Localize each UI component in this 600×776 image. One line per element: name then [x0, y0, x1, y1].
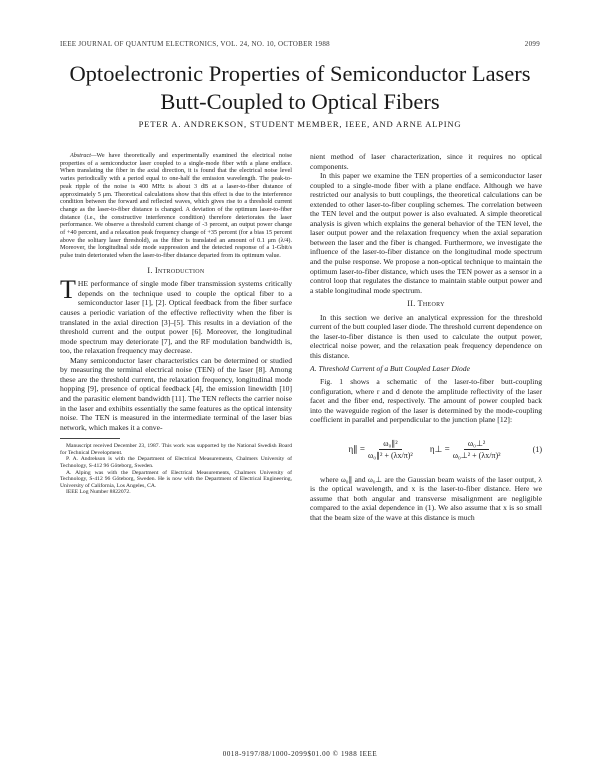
footnote-divider	[60, 438, 120, 439]
overview-paragraph: In this paper we examine the TEN properties of a semiconductor laser coupled to a single-mode fiber with a plane endface. Although we have restricted our analysis to butt couplings, the theoretical calculations can be extended to other laser-to-fiber coupling schemes. The correlation between the TEN level and the output power is also evaluated. A simple theoretical analysis is given which explains the general behavior of the TEN level, the laser output power and the relaxation frequency when the axial separation between the laser and the fiber is changed. Furthermore, we investigate the influence of the laser-to-fiber distance on the longitudinal mode spectrum and the pulse response. We propose a non-optical technique to maintain the optimum laser-to-fiber distance, which uses the TEN power as a sensor in a control loop that regulates the distance to maintain stable output power and a stable longitudinal mode spectrum.	[310, 171, 542, 295]
running-head	[60, 40, 540, 48]
continued-paragraph: nient method of laser characterization, since it requires no optical components.	[310, 152, 542, 171]
footnote-log-number: IEEE Log Number 8822072.	[66, 489, 131, 496]
equation-lhs-perpendicular: η⊥ =	[429, 443, 450, 454]
introduction-heading: I. Introduction	[147, 265, 205, 275]
abstract-text: We have theoretically and experimentally examined the electrical noise properties of a semiconductor laser coupled to a single-mode fiber with a plane endface. When translating the fiber in the axial direction, it is found that the electrical noise level varies periodically with a period equal to one-half the emission wavelength. The peak-to-peak ripple of the noise is 400 MHz is about 3 dB at a laser-to-fiber distance of approximately 5 μm. Theoretical calculations show that this effect is due to the interference condition between the forward and reflected waves, which gives rise to a threshold current change as the laser-to-fiber distance is changed. A deviation of the optimum laser-to-fiber distance (i.e., the constructive interference condition) therefore deteriorates the laser performance. We observe a threshold current change of -3 percent, an output power change of +40 percent, and a relaxation peak frequency change of +35 percent (for a bias 15 percent above the solitary laser threshold), as the fiber is translated an amount of 0.1 μm (λ/4). Moreover, the longitudinal side mode suppression and the detected response of a 1-Gbit/s pulse train deteriorated when the laser-to-fiber distance departed from its optimum value.	[60, 152, 292, 260]
theory-paragraph: In this section we derive an analytical expression for the threshold current of the butt coupled laser diode. The threshold current dependence on the laser-to-fiber distance is then used to calculate the output power, electrical noise power, and the relaxation peak frequency dependence on this distance.	[310, 312, 542, 360]
subsection-paragraph: Fig. 1 shows a schematic of the laser-to-fiber butt-coupling configuration, where r and d denote the amplitude reflectivity of the laser facet and the fiber end, respectively. The amount of power coupled back into the waveguide region of the laser is determined by the mode-coupling coefficient in parallel and perpendicular to the junction plane [12]:	[310, 377, 542, 425]
copyright-line: 0018-9197/88/1000-2099$01.00 © 1988 IEEE	[222, 750, 378, 758]
paper-title	[40, 60, 560, 116]
footnote-alping: A. Alping was with the Department of Electrical Measurements, Chalmers University of Technology, S-412 96 Göteborg, Sweden. He is now with the Department of Electrical Engineering, University of California, Los Angeles, CA.	[60, 469, 292, 489]
fraction-parallel	[368, 439, 413, 460]
fraction-perpendicular	[453, 439, 501, 460]
fraction-denominator: ω₀⊥² + (λx/π)²	[452, 450, 501, 460]
journal-citation: IEEE JOURNAL OF QUANTUM ELECTRONICS, VOL. 24, NO. 10, OCTOBER 1988	[60, 40, 330, 48]
introduction-paragraph-1-text: HE performance of single mode fiber transmission systems critically depends on the technique used to couple the optical fiber to a semiconductor laser [1], [2]. Optical feedback from the fiber surface causes a periodic variation of the effective reflectivity when the fiber is translated in the axial direction [3]–[5]. This results in a deviation of the threshold current and the output power [6]. Moreover, the longitudinal mode spectrum may deteriorate [7], and the RF modulation bandwidth is, too, the relaxation frequency may decrease.	[60, 279, 292, 356]
footnote-received: Manuscript received December 23, 1987. This work was supported by the National Swedish Board for Technical Development.	[60, 443, 292, 456]
right-column	[310, 152, 542, 523]
fraction-numerator: ω₀∥²	[379, 439, 401, 450]
introduction-paragraph-2: Many semiconductor laser characteristics can be determined or studied by measuring the terminal electrical noise (TEN) of the laser [8]. Among these are the threshold current, the relaxation frequency, longitudinal mode hopping [9], presence of optical feedback [4], the emission linewidth [10] and the parasitic element bandwidth [11]. The TEN reflects the carrier noise in the laser and exhibits essentially the same features as the optical intensity noise. The TEN is measured in the intermediate terminal of the laser bias network, which makes it a conve-	[60, 355, 292, 432]
theory-heading: II. Theory	[407, 299, 445, 309]
fraction-denominator: ω₀∥² + (λx/π)²	[368, 450, 413, 460]
introduction-paragraph-1	[60, 275, 292, 356]
abstract-lead: Abstract—	[70, 152, 97, 159]
equation-lhs-parallel: η∥ =	[348, 443, 365, 454]
drop-cap: T	[60, 275, 76, 305]
subsection-heading: A. Threshold Current of a Butt Coupled Laser Diode	[310, 364, 470, 374]
after-equation-paragraph: where ω₀∥ and ω₀⊥ are the Gaussian beam waists of the laser output, λ is the optical wavelength, and x is the laser-to-fiber distance. Here we assume that both angular and transverse misalignment are negligible compared to the axial dependence in (1). We also assume that x is so small that the beam size of the wave at this distance is much	[310, 474, 542, 522]
equation-1	[310, 427, 542, 473]
fraction-numerator: ω₀⊥²	[464, 439, 489, 450]
title-line-2: Butt-Coupled to Optical Fibers	[160, 89, 440, 114]
page-number: 2099	[524, 40, 540, 48]
abstract	[60, 152, 292, 260]
equation-number: (1)	[532, 444, 542, 454]
left-column	[60, 152, 292, 496]
author-line: PETER A. ANDREKSON, STUDENT MEMBER, IEEE, AND ARNE ALPING	[138, 119, 462, 129]
title-line-1: Optoelectronic Properties of Semiconductor Lasers	[69, 61, 531, 86]
footnote-andrekson: P. A. Andrekson is with the Department of Electrical Measurements, Chalmers University of Technology, S-412 96 Göteborg, Sweden.	[60, 456, 292, 469]
